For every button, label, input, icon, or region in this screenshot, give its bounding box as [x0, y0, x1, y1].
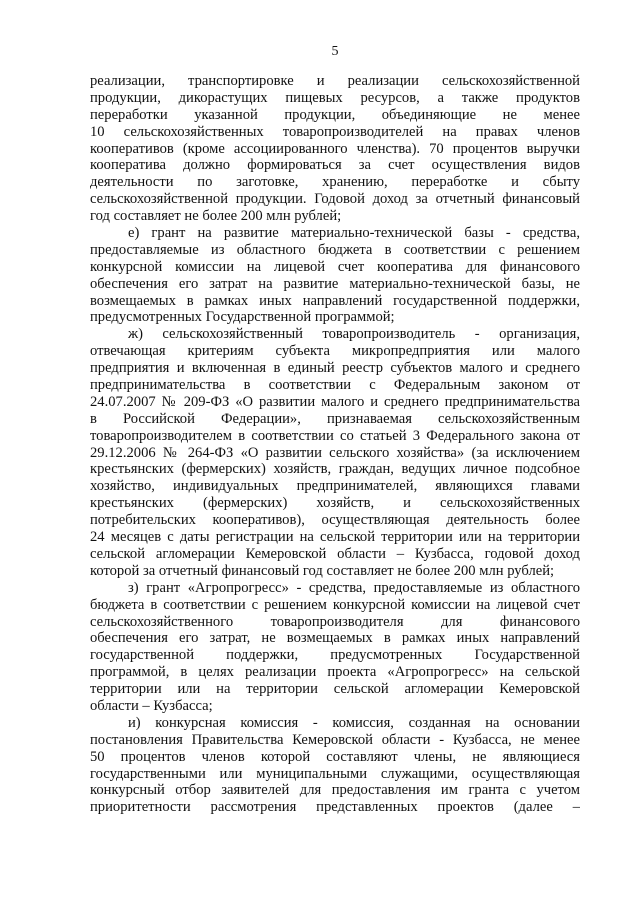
text-line: 50 процентов членов которой составляют члены, не являющиеся — [90, 748, 580, 765]
text-line: государственными или муниципальными служащими, осуществляющая — [90, 765, 580, 782]
text-line: которой за отчетный финансовый год составляет не более 200 млн рублей; — [90, 562, 555, 579]
text-line: крестьянских (фермерских) хозяйств, граждан, ведущих личное подсобное — [90, 461, 580, 478]
text-line: территории или на территории сельской агломерации Кемеровской — [90, 681, 580, 698]
text-line: сельскохозяйственного товаропроизводителя для финансового — [90, 613, 580, 630]
text-line: предприятия и включенная в единый реестр субъектов малого и среднего — [90, 360, 580, 377]
text-line: деятельности по заготовке, хранению, переработке и сбыту — [90, 174, 580, 191]
text-line: сельской агломерации Кемеровской области – Кузбасса, годовой доход — [90, 545, 580, 562]
text-line: 24.07.2007 № 209-ФЗ «О развитии малого и среднего предпринимательства — [90, 393, 580, 410]
text-line: переработки указанной продукции, объединяющие не менее — [90, 106, 580, 123]
text-line: предоставляемые из областного бюджета в соответствии с решением — [90, 241, 580, 258]
text-line: кооперативов (кроме ассоциированного членства). 70 процентов выручки — [90, 140, 580, 157]
text-line: год составляет не более 200 млн рублей; — [90, 208, 342, 225]
text-line: постановления Правительства Кемеровской области - Кузбасса, не менее — [90, 731, 580, 748]
text-line: ж) сельскохозяйственный товаропроизводитель - организация, — [128, 326, 580, 343]
text-line: программой, в целях реализации проекта «Агропрогресс» на сельской — [90, 664, 580, 681]
text-line: и) конкурсная комиссия - комиссия, созданная на основании — [128, 714, 580, 731]
document-body — [90, 73, 580, 816]
text-line: в Российской Федерации», признаваемая сельскохозяйственным — [90, 410, 580, 427]
text-line: реализации, транспортировке и реализации сельскохозяйственной — [90, 73, 580, 89]
text-line: предусмотренных Государственной программой; — [90, 309, 395, 326]
text-line: 10 сельскохозяйственных товаропроизводителей на правах членов — [90, 123, 580, 140]
text-line: возмещаемых в рамках иных направлений государственной поддержки, — [90, 292, 580, 309]
text-line: кооператива должно формироваться за счет осуществления видов — [90, 157, 580, 174]
text-line: бюджета в соответствии с решением конкурсной комиссии на лицевой счет — [90, 596, 580, 613]
page-number: 5 — [331, 44, 339, 59]
text-line: продукции, дикорастущих пищевых ресурсов, а также продуктов — [90, 89, 580, 106]
text-line: государственной поддержки, предусмотренных Государственной — [90, 647, 580, 664]
text-line: товаропроизводителем в соответствии со статьей 3 Федерального закона от — [90, 427, 580, 444]
text-line: обеспечения его затрат, не возмещаемых в рамках иных направлений — [90, 630, 580, 647]
text-line: хозяйство, индивидуальных предпринимателей, являющихся главами — [90, 478, 580, 495]
text-line: 29.12.2006 № 264-ФЗ «О развитии сельского хозяйства» (за исключением — [90, 444, 580, 461]
text-line: обеспечения его затрат на развитие материально-технической базы, не — [90, 275, 580, 292]
text-line: 24 месяцев с даты регистрации на сельской территории или на территории — [90, 529, 580, 546]
text-line: конкурсный отбор заявителей для предоставления им гранта с учетом — [90, 782, 580, 799]
text-line: крестьянских (фермерских) хозяйств, и сельскохозяйственных — [90, 495, 580, 512]
text-line: приоритетности рассмотрения представленных проектов (далее – — [90, 799, 580, 816]
text-line: з) грант «Агропрогресс» - средства, предоставляемые из областного — [128, 579, 580, 596]
text-line: области – Кузбасса; — [90, 697, 213, 714]
text-line: е) грант на развитие материально-технической базы - средства, — [128, 225, 580, 242]
text-line: сельскохозяйственной продукции. Годовой доход за отчетный финансовый — [90, 191, 580, 208]
text-line: потребительских кооперативов), осуществляющая деятельность более — [90, 512, 580, 529]
text-line: предпринимательства в соответствии с Федеральным законом от — [90, 377, 580, 394]
text-line: конкурсной комиссии на лицевой счет кооператива для финансового — [90, 258, 580, 275]
text-line: отвечающая критериям субъекта микропредприятия или малого — [90, 343, 580, 360]
